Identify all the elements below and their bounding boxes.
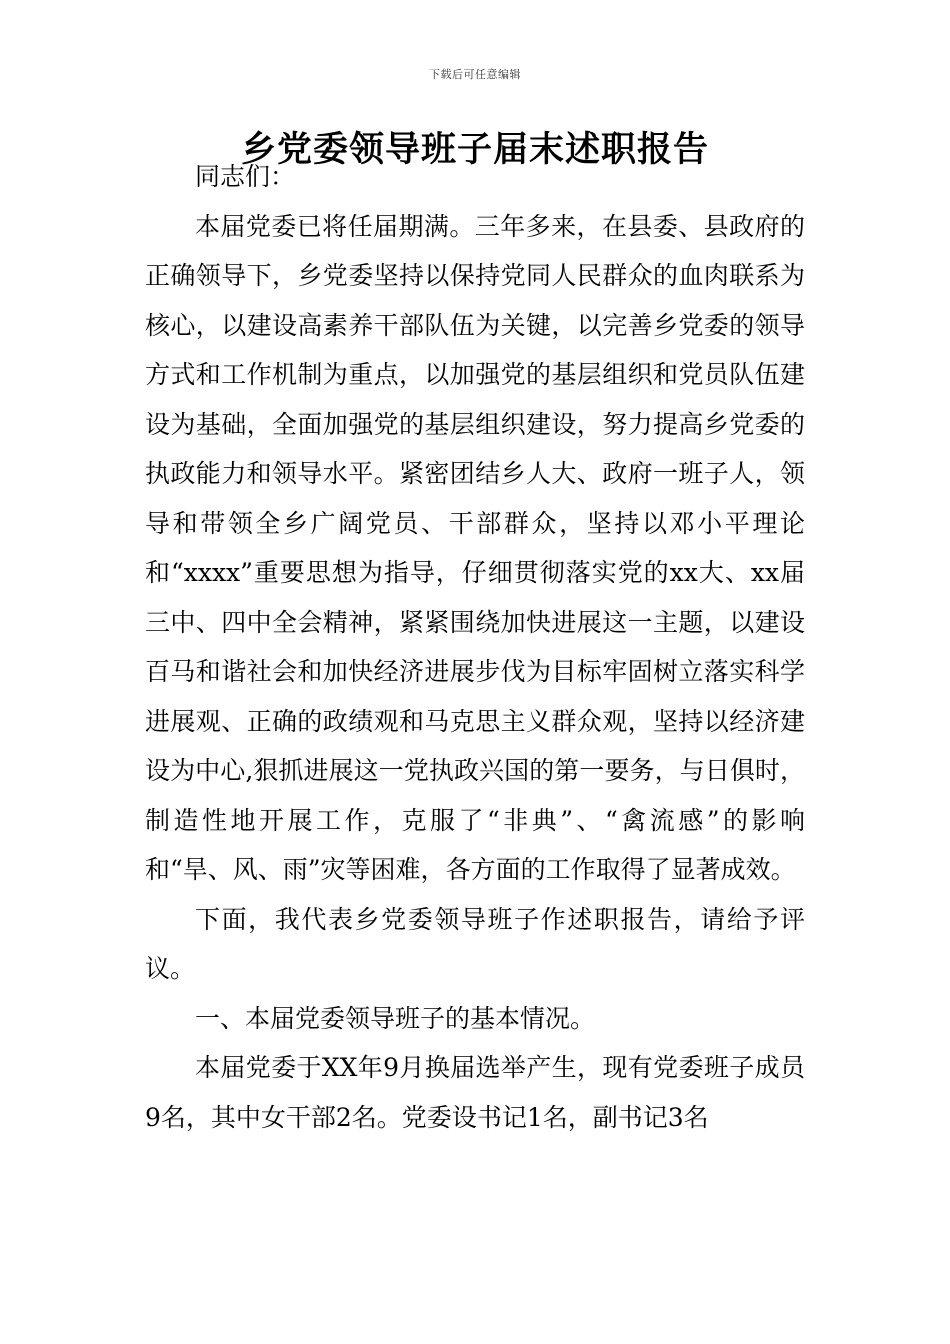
document-title: 乡党委领导班子届末述职报告: [240, 130, 709, 170]
document-body: [145, 152, 805, 1142]
paragraph-intro: 本届党委已将任届期满。三年多来，在县委、县政府的正确领导下，乡党委坚持以保持党同人民群众的血肉联系为核心，以建设高素养干部队伍为关键，以完善乡党委的领导方式和工作机制为重点，以加强党的基层组织和党员队伍建设为基础，全面加强党的基层组织建设，努力提高乡党委的执政能力和领导水平。紧密团结乡人大、政府一班子人，领导和带领全乡广阔党员、干部群众，坚持以邓小平理论和“xxxx”重要思想为指导，仔细贯彻落实党的xx大、xx届三中、四中全会精神，紧紧围绕加快进展这一主题，以建设百马和谐社会和加快经济进展步伐为目标牢固树立落实科学进展观、正确的政绩观和马克思主义群众观，坚持以经济建设为中心,狠抓进展这一党执政兴国的第一要务，与日俱时，制造性地开展工作，克服了“非典”、“禽流感”的影响和“旱、风、雨”灾等困难，各方面的工作取得了显著成效。: [145, 211, 805, 884]
paragraph-report-statement: 下面，我代表乡党委领导班子作述职报告，请给予评议。: [145, 904, 805, 983]
salutation: 同志们：: [195, 162, 296, 191]
section-heading-basic-situation: 一、本届党委领导班子的基本情况。: [195, 1003, 596, 1033]
paragraph-basic-situation: 本届党委于XX年9月换届选举产生，现有党委班子成员9名，其中女干部2名。党委设书记1名，副书记3名: [145, 1053, 805, 1132]
header-note: 下载后可任意编辑: [429, 68, 521, 81]
